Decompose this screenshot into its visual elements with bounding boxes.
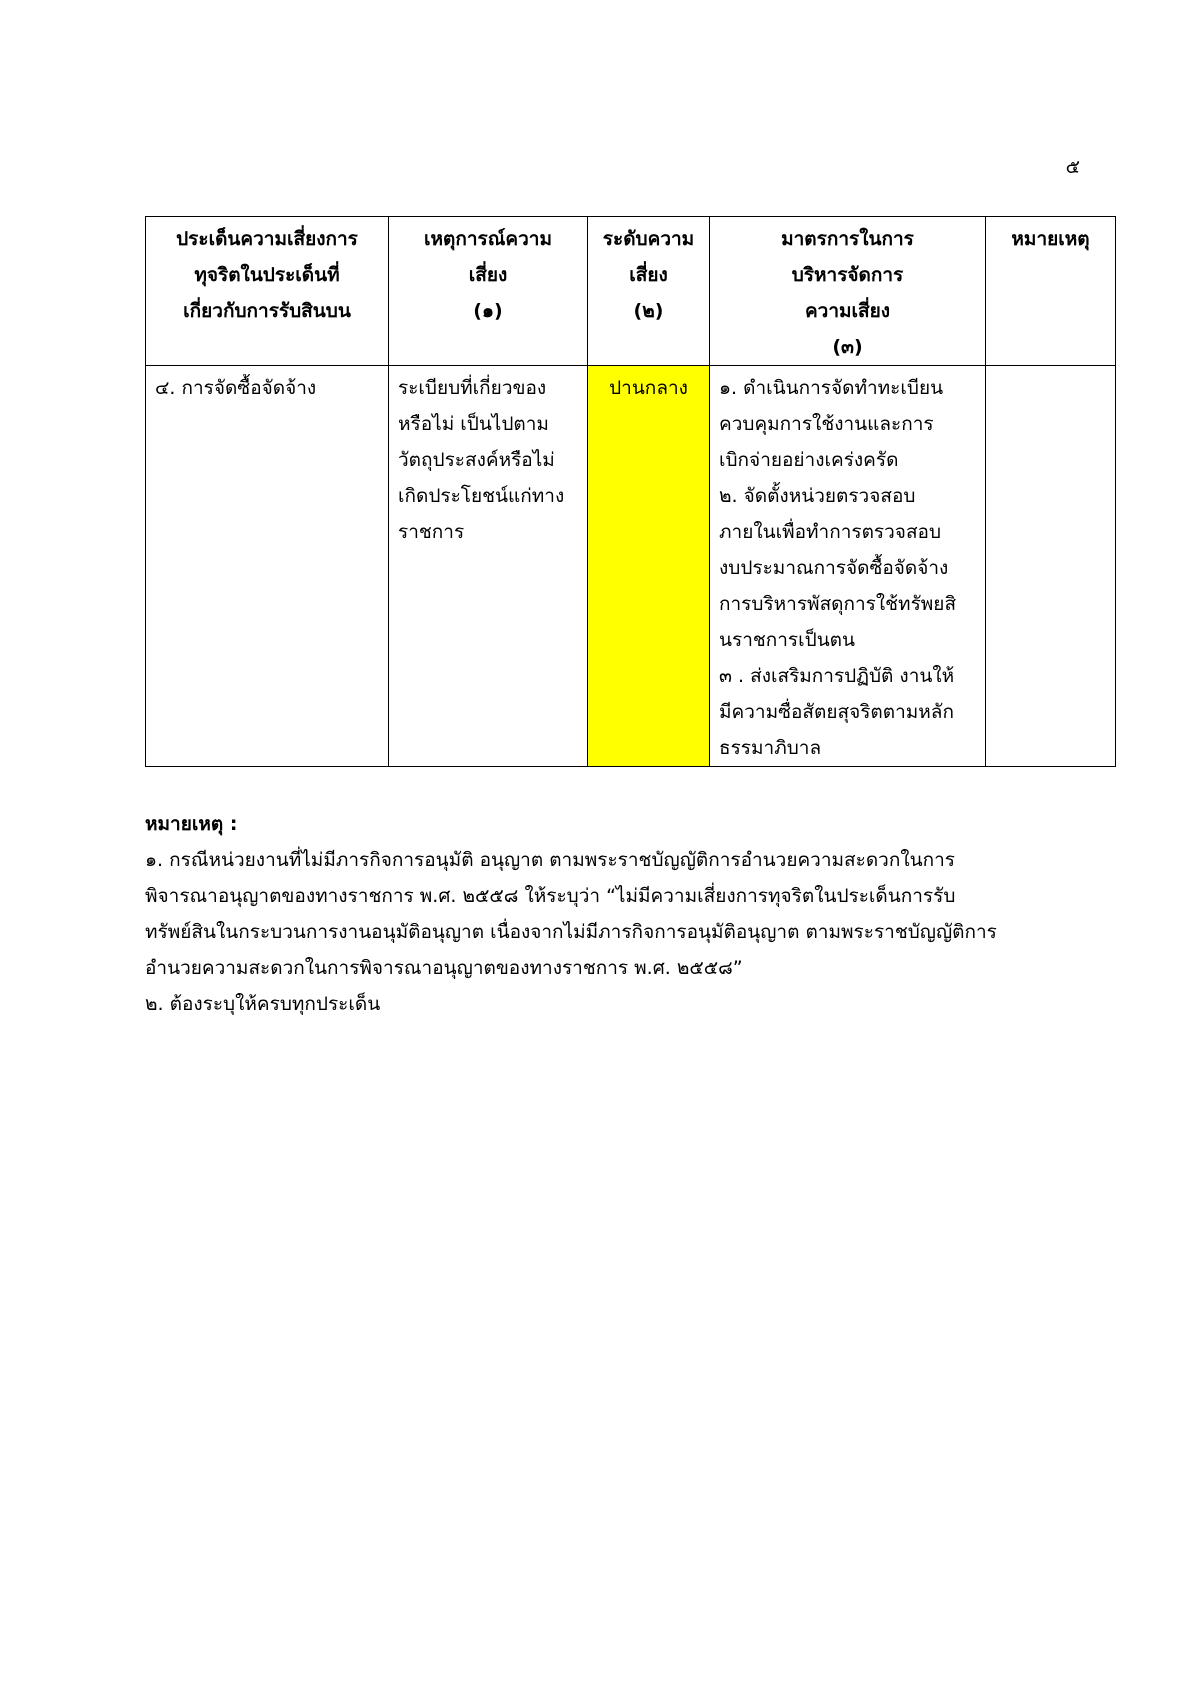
cell-text: หรือไม่ เป็นไปตาม <box>398 413 549 435</box>
cell-risk-level <box>588 366 710 767</box>
cell-risk-measures <box>710 366 986 767</box>
cell-text: งบประมาณการจัดซื้อจัดจ้าง <box>719 557 949 579</box>
cell-text: การบริหารพัสดุการใช้ทรัพยสิ <box>719 593 957 615</box>
header-remark <box>986 217 1116 366</box>
cell-remark <box>986 366 1116 767</box>
header-risk-level <box>588 217 710 366</box>
cell-text: ภายในเพื่อทำการตรวจสอบ <box>719 521 942 543</box>
header-text: ระดับความ <box>602 228 695 250</box>
header-text: เสี่ยง <box>629 264 668 286</box>
note-line: ๑. กรณีหน่วยงานที่ไม่มีภารกิจการอนุมัติ อนุญาต ตามพระราชบัญญัติการอำนวยความสะดวกในการ <box>145 849 955 871</box>
header-text: ความเสี่ยง <box>804 300 891 322</box>
header-text: (๓) <box>832 336 863 358</box>
note-line: ๒. ต้องระบุให้ครบทุกประเด็น <box>145 993 381 1015</box>
cell-text: ๓ . ส่งเสริมการปฏิบัติ งานให้ <box>719 665 955 687</box>
cell-text: นราชการเป็นตน <box>719 629 856 651</box>
notes-section <box>145 806 1085 1022</box>
cell-text: เบิกจ่ายอย่างเคร่งครัด <box>719 449 899 471</box>
header-text: มาตรการในการ <box>781 228 914 250</box>
table-header-row <box>146 217 1116 366</box>
note-line: ทรัพย์สินในกระบวนการงานอนุมัติอนุญาต เนื่องจากไม่มีภารกิจการอนุมัติอนุญาต ตามพระราชบัญญัติการ <box>145 921 997 943</box>
risk-table <box>145 216 1116 767</box>
note-line: พิจารณาอนุญาตของทางราชการ พ.ศ. ๒๕๕๘ ให้ระบุว่า “ไม่มีความเสี่ยงการทุจริตในประเด็นการรับ <box>145 885 956 907</box>
header-risk-measures <box>710 217 986 366</box>
header-text: ประเด็นความเสี่ยงการ <box>176 228 358 250</box>
header-text: (๒) <box>633 300 664 322</box>
notes-title: หมายเหตุ : <box>145 813 238 835</box>
header-text: เหตุการณ์ความ <box>424 228 552 250</box>
cell-text: ราชการ <box>398 521 465 543</box>
cell-text: วัตถุประสงค์หรือไม่ <box>398 449 555 471</box>
cell-text: ๒. จัดตั้งหน่วยตรวจสอบ <box>719 485 916 507</box>
header-text: เกี่ยวกับการรับสินบน <box>183 300 351 322</box>
header-risk-issue <box>146 217 389 366</box>
cell-text: เกิดประโยชน์แก่ทาง <box>398 485 565 507</box>
cell-text: ๔. การจัดซื้อจัดจ้าง <box>155 377 317 399</box>
risk-level-badge: ปานกลาง <box>609 377 688 399</box>
table-row <box>146 366 1116 767</box>
cell-text: ๑. ดำเนินการจัดทำทะเบียน <box>719 377 944 399</box>
page-number: ๕ <box>1065 156 1080 178</box>
cell-risk-event <box>389 366 588 767</box>
header-text: (๑) <box>473 300 503 322</box>
header-text: เสี่ยง <box>468 264 508 286</box>
cell-text: ระเบียบที่เกี่ยวของ <box>398 377 547 399</box>
header-text: บริหารจัดการ <box>791 264 904 286</box>
header-text: ทุจริตในประเด็นที่ <box>194 264 340 286</box>
note-line: อำนวยความสะดวกในการพิจารณาอนุญาตของทางราชการ พ.ศ. ๒๕๕๘” <box>145 957 743 979</box>
cell-text: ควบคุมการใช้งานและการ <box>719 413 934 435</box>
header-risk-event <box>389 217 588 366</box>
cell-risk-issue <box>146 366 389 767</box>
header-text: หมายเหตุ <box>1011 228 1090 250</box>
cell-text: ธรรมาภิบาล <box>719 737 822 759</box>
cell-text: มีความซื่อสัตยสุจริตตามหลัก <box>719 701 954 723</box>
